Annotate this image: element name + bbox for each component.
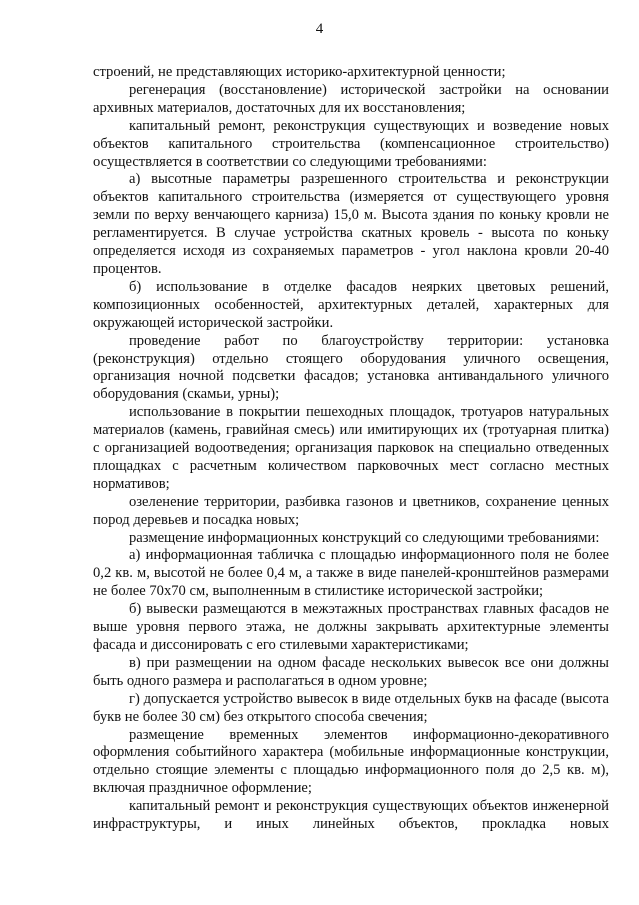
paragraph-5: б) использование в отделке фасадов неярких цветовых решений, композиционных особенностей, архитектурных деталей, характерных для окружающей исторической застройки. [93, 278, 609, 331]
paragraph-4: а) высотные параметры разрешенного строительства и реконструкции объектов капитального строительства (измеряется от существующего уровня земли по верху венчающего карниза) 15,0 м. Высота здания по коньку кровли не регламентируется. В случае устройства скатных кровель - высота по коньку определяется исходя из сохраняемых параметров - угол наклона кровли 20-40 процентов. [93, 171, 609, 277]
paragraph-9: размещение информационных конструкций со следующими требованиями: [129, 529, 600, 546]
paragraph-14: размещение временных элементов информационно-декоративного оформления событийного характера (мобильные информационные конструкции, отдельно стоящие элементы с площадью информационного поля до 2,5 кв. м), включая праздничное оформление; [93, 726, 609, 797]
page-number: 4 [315, 21, 324, 37]
paragraph-10: а) информационная табличка с площадью информационного поля не более 0,2 кв. м, высотой не более 0,4 м, а также в виде панелей-кронштейнов размерами не более 70х70 см, выполненным в стилистике исторической застройки; [93, 547, 609, 600]
paragraph-13: г) допускается устройство вывесок в виде отдельных букв на фасаде (высота букв не более 30 см) без открытого способа свечения; [93, 690, 609, 725]
document-body [93, 64, 609, 834]
paragraph-8: озеленение территории, разбивка газонов и цветников, сохранение ценных пород деревьев и посадка новых; [93, 493, 609, 528]
paragraph-6: проведение работ по благоустройству территории: установка (реконструкция) отдельно стоящего оборудования уличного освещения, организация ночной подсветки фасадов; установка антивандального уличного оборудования (скамьи, урны); [93, 332, 609, 403]
paragraph-2: регенерация (восстановление) исторической застройки на основании архивных материалов, достаточных для их восстановления; [93, 81, 609, 116]
paragraph-15: капитальный ремонт и реконструкция существующих объектов инженерной инфраструктуры, и иных линейных объектов, прокладка новых [93, 798, 609, 833]
paragraph-7: использование в покрытии пешеходных площадок, тротуаров натуральных материалов (камень, гравийная смесь) или имитирующих их (тротуарная плитка) с организацией водоотведения; организация парковок на специально отведенных площадках с расчетным количеством парковочных мест согласно местных нормативов; [93, 404, 609, 492]
paragraph-11: б) вывески размещаются в межэтажных пространствах главных фасадов не выше уровня первого этажа, не должны закрывать архитектурные элементы фасада и диссонировать с его стилевыми характеристиками; [93, 601, 609, 653]
paragraph-12: в) при размещении на одном фасаде нескольких вывесок все они должны быть одного размера и располагаться в одном уровне; [93, 654, 609, 689]
paragraph-3: капитальный ремонт, реконструкция существующих и возведение новых объектов капитального строительства (компенсационное строительство) осуществляется в соответствии со следующими требованиями: [93, 117, 609, 170]
paragraph-1: строений, не представляющих историко-архитектурной ценности; [93, 64, 506, 80]
